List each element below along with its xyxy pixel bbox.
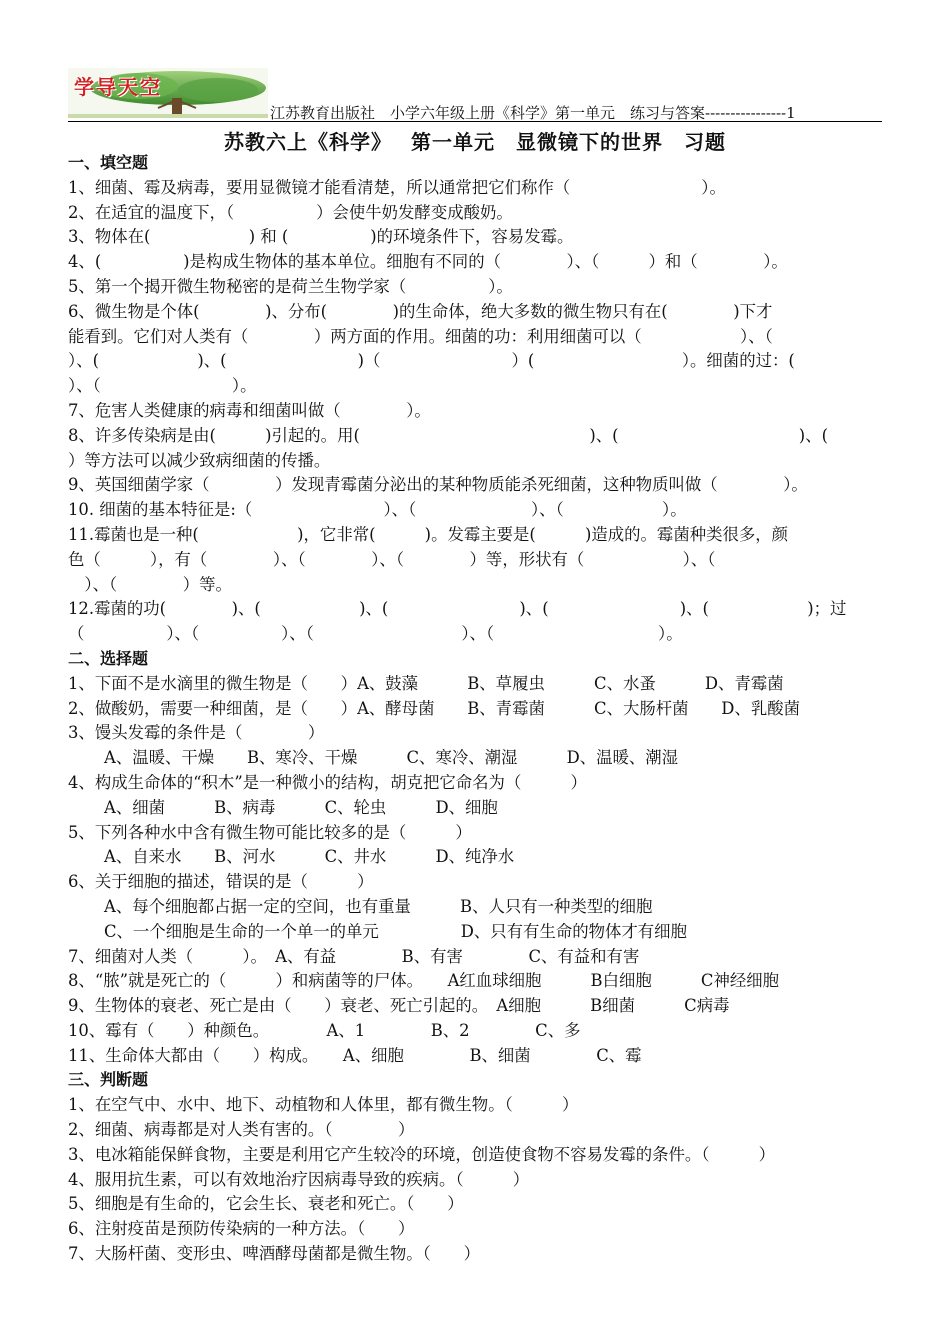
- page-title: 苏教六上《科学》 第一单元 显微镜下的世界 习题: [224, 130, 726, 154]
- question-line: 能看到。它们对人类有（ ）两方面的作用。细菌的功：利用细菌可以（ ）、（: [68, 326, 773, 346]
- question-line: ）、( )、( )（ ）( ）。细菌的过：(: [68, 351, 795, 371]
- question-line: 11.霉菌也是一种( )，它非常( )。发霉主要是( )造成的。霉菌种类很多，颜: [68, 524, 789, 544]
- page-header: 江苏教育出版社 小学六年级上册《科学》第一单元 练习与答案----------------1: [270, 104, 796, 122]
- question-line: 4、( )是构成生物体的基本单位。细胞有不同的（ ）、（ ）和（ ）。: [68, 252, 788, 272]
- question-line: 3、物体在( ) 和 ( )的环境条件下，容易发霉。: [68, 227, 574, 247]
- question-line: 2、细菌、病毒都是对人类有害的。（ ）: [68, 1120, 415, 1140]
- question-line: 3、电冰箱能保鲜食物，主要是利用它产生较冷的环境，创造使食物不容易发霉的条件。（ ）: [68, 1144, 776, 1164]
- question-line: 6、注射疫苗是预防传染病的一种方法。（ ）: [68, 1219, 415, 1239]
- question-line: 4、服用抗生素，可以有效地治疗因病毒导致的疾病。（ ）: [68, 1169, 530, 1189]
- question-line: ）等方法可以减少致病细菌的传播。: [68, 450, 331, 470]
- question-line: 7、细菌对人类（ ）。 A、有益 B、有害 C、有益和有害: [68, 946, 640, 966]
- question-line: ）、（ ）等。: [68, 574, 232, 594]
- answer-options: C、一个细胞是生命的一个单一的单元 D、只有有生命的物体才有细胞: [104, 921, 687, 941]
- header-divider: [68, 121, 882, 122]
- logo-text: 学导天空: [74, 75, 162, 99]
- answer-options: A、细菌 B、病毒 C、轮虫 D、细胞: [104, 797, 498, 817]
- question-line: 7、危害人类健康的病毒和细菌叫做（ ）。: [68, 400, 431, 420]
- question-line: 10. 细菌的基本特征是:（ ）、（ ）、（ ）。: [68, 500, 687, 520]
- question-line: 11、生命体大都由（ ）构成。 A、细胞 B、细菌 C、霉: [68, 1045, 642, 1065]
- question-line: 8、“脓”就是死亡的（ ）和病菌等的尸体。 A红血球细胞 B白细胞 C神经细胞: [68, 971, 780, 991]
- question-line: 色（ ），有（ ）、（ ）、（ ）等，形状有（ ）、（: [68, 549, 716, 569]
- question-line: 5、第一个揭开微生物秘密的是荷兰生物学家（ ）。: [68, 276, 513, 296]
- answer-options: A、温暖、干燥 B、寒冷、干燥 C、寒冷、潮湿 D、温暖、潮湿: [104, 748, 679, 768]
- question-line: 2、做酸奶，需要一种细菌，是（ ）A、酵母菌 B、青霉菌 C、大肠杆菌 D、乳酸菌: [68, 698, 801, 718]
- question-line: 8、许多传染病是由( )引起的。用( )、( )、(: [68, 425, 828, 445]
- section-heading: 三、判断题: [68, 1070, 149, 1090]
- question-line: 6、关于细胞的描述，错误的是（ ）: [68, 872, 374, 892]
- question-line: 1、细菌、霉及病毒，要用显微镜才能看清楚，所以通常把它们称作（ ）。: [68, 177, 726, 197]
- question-line: 5、下列各种水中含有微生物可能比较多的是（ ）: [68, 822, 472, 842]
- question-line: 12.霉菌的功( )、( )、( )、( )、( )；过: [68, 599, 847, 619]
- question-line: 9、英国细菌学家（ ）发现青霉菌分泌出的某种物质能杀死细菌，这种物质叫做（ ）。: [68, 475, 808, 495]
- section-heading: 二、选择题: [68, 648, 149, 668]
- question-line: 1、在空气中、水中、地下、动植物和人体里，都有微生物。（ ）: [68, 1095, 579, 1115]
- question-line: 4、构成生命体的“积木”是一种微小的结构，胡克把它命名为（ ）: [68, 772, 587, 792]
- section-heading: 一、填空题: [68, 153, 149, 172]
- question-line: 9、生物体的衰老、死亡是由（ ）衰老、死亡引起的。 A细胞 B细菌 C病毒: [68, 996, 730, 1016]
- question-line: 2、在适宜的温度下，（ ）会使牛奶发酵变成酸奶。: [68, 202, 513, 222]
- question-line: 10、霉有（ ）种颜色。 A、1 B、2 C、多: [68, 1020, 581, 1040]
- question-line: 3、馒头发霉的条件是（ ）: [68, 723, 325, 743]
- answer-options: A、自来水 B、河水 C、井水 D、纯净水: [104, 847, 515, 867]
- question-line: 5、细胞是有生命的，它会生长、衰老和死亡。（ ）: [68, 1194, 464, 1214]
- worksheet-body: [68, 151, 884, 1267]
- question-line: 7、大肠杆菌、变形虫、啤酒酵母菌都是微生物。（ ）: [68, 1244, 480, 1264]
- answer-options: A、每个细胞都占据一定的空间，也有重量 B、人只有一种类型的细胞: [104, 896, 653, 916]
- question-line: 1、下面不是水滴里的微生物是（ ）A、鼓藻 B、草履虫 C、水蚤 D、青霉菌: [68, 673, 784, 693]
- question-line: （ ）、（ ）、（ ）、（ ）。: [68, 624, 683, 644]
- question-line: ）、（ ）。: [68, 376, 257, 396]
- logo: [68, 68, 268, 118]
- question-line: 6、微生物是个体( )、分布( )的生命体，绝大多数的微生物只有在( )下才: [68, 301, 773, 321]
